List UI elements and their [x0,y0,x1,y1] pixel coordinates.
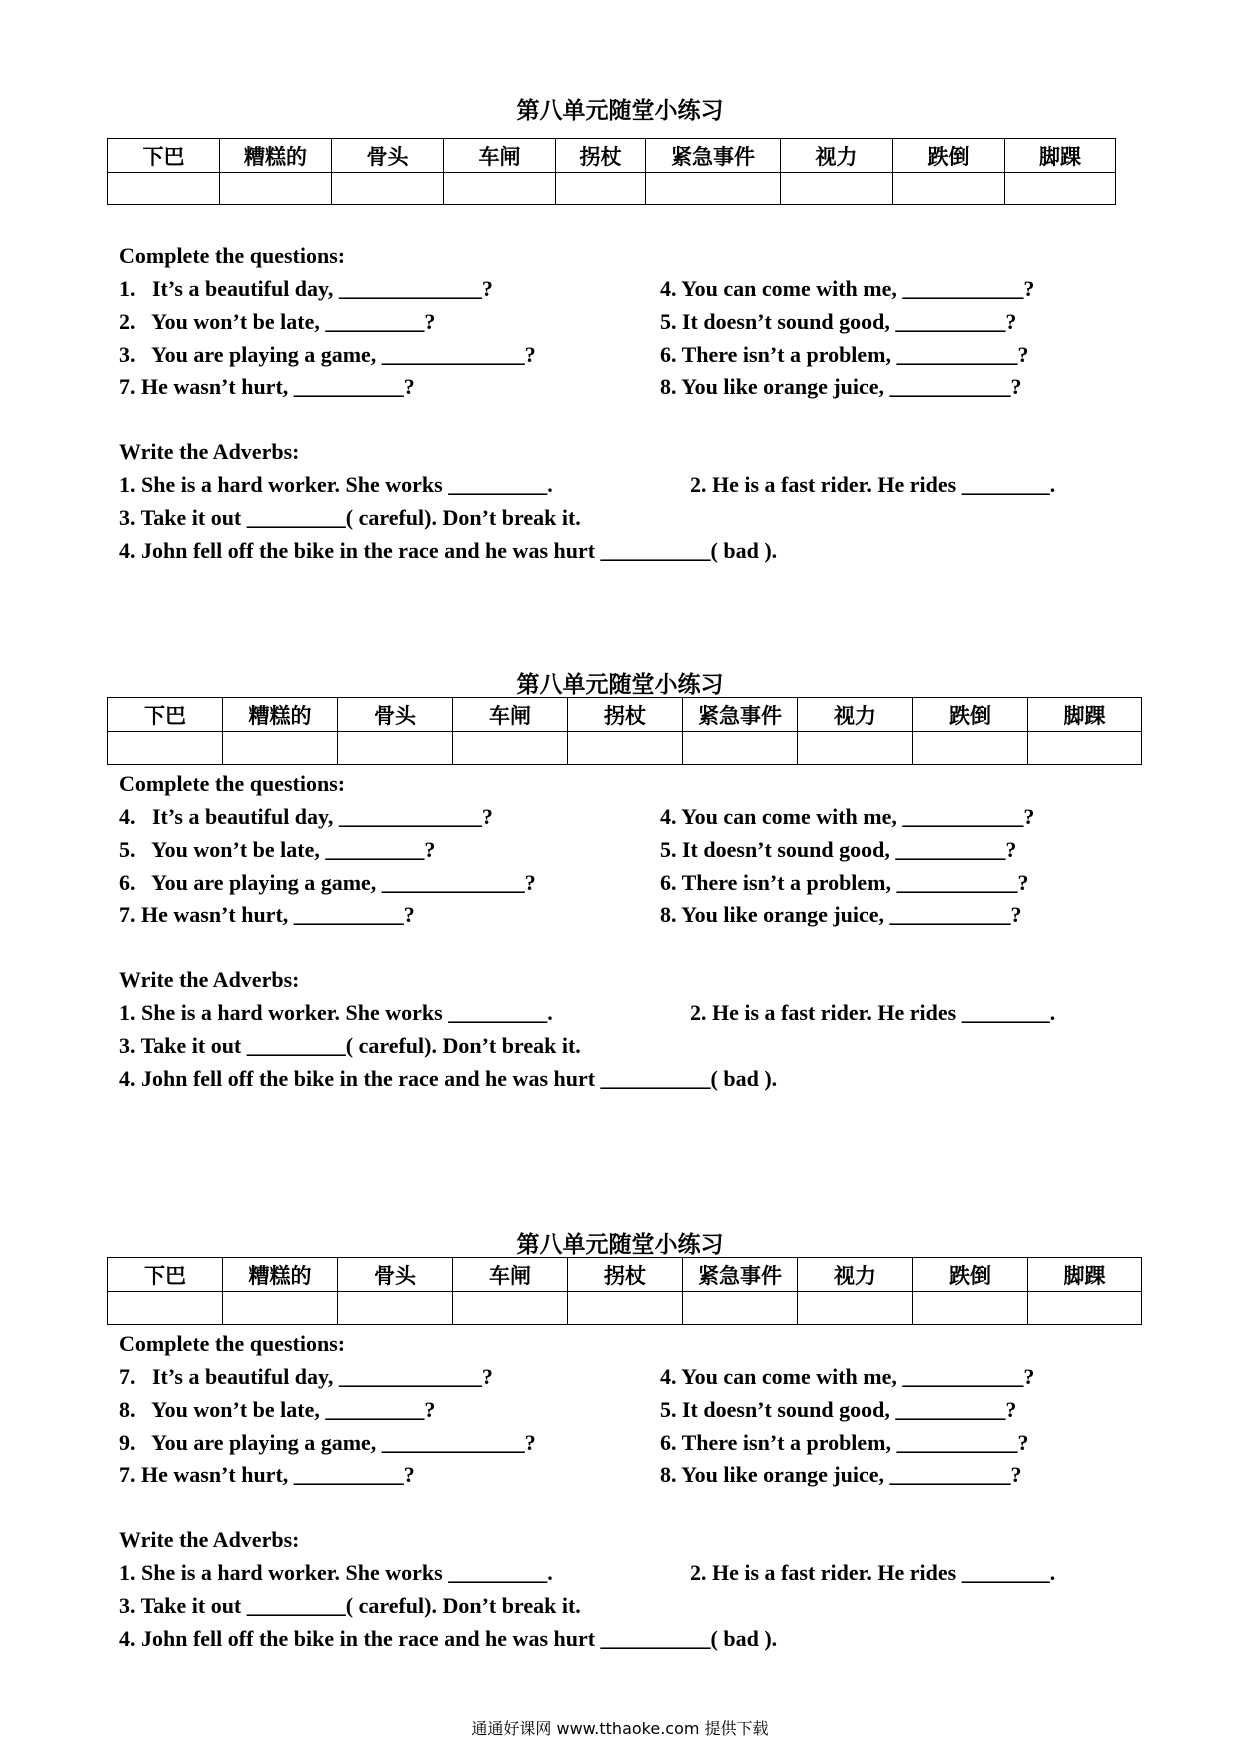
vocab-header: 拐杖 [568,698,683,732]
answer-cell[interactable] [338,1292,453,1325]
answer-cell[interactable] [798,732,913,765]
adverb-item: 1. She is a hard worker. She works _________. [119,1000,553,1025]
vocab-header: 紧急事件 [683,698,798,732]
question-item: 6. You are playing a game, _____________? [119,870,536,895]
vocab-header: 拐杖 [556,139,646,173]
answer-cell[interactable] [108,1292,223,1325]
question-item: 5. You won’t be late, _________? [119,837,436,862]
vocab-header: 车闸 [453,698,568,732]
vocab-header: 紧急事件 [646,139,781,173]
vocab-header: 糟糕的 [220,139,332,173]
vocab-header: 车闸 [453,1258,568,1292]
section-title: 第八单元随堂小练习 [516,1232,724,1257]
vocab-header: 视力 [781,139,893,173]
adverb-item: 3. Take it out _________( careful). Don’t break it. [119,1033,581,1058]
section-title: 第八单元随堂小练习 [516,672,724,697]
answer-cell[interactable] [223,732,338,765]
vocab-header: 骨头 [338,1258,453,1292]
footer-text: 通通好课网 www.tthaoke.com 提供下载 [471,1719,769,1738]
complete-heading: Complete the questions: [119,771,346,796]
adverb-item: 2. He is a fast rider. He rides ________. [690,1000,1056,1025]
question-item: 4. You can come with me, ___________? [660,1364,1035,1389]
question-item: 8. You like orange juice, ___________? [660,902,1022,927]
vocab-header: 视力 [798,1258,913,1292]
adverbs-heading: Write the Adverbs: [119,967,300,992]
vocab-header: 糟糕的 [223,1258,338,1292]
vocab-header: 车闸 [444,139,556,173]
question-item: 8. You like orange juice, ___________? [660,374,1022,399]
answer-cell[interactable] [1028,732,1142,765]
answer-cell[interactable] [913,732,1028,765]
vocab-table [107,697,1142,765]
adverb-item: 4. John fell off the bike in the race and he was hurt __________( bad ). [119,1626,778,1651]
adverb-item: 4. John fell off the bike in the race and he was hurt __________( bad ). [119,538,778,563]
question-item: 7. He wasn’t hurt, __________? [119,1462,415,1487]
answer-cell[interactable] [568,732,683,765]
answer-cell[interactable] [332,173,444,205]
complete-heading: Complete the questions: [119,243,346,268]
answer-cell[interactable] [453,732,568,765]
question-item: 4. It’s a beautiful day, _____________? [119,804,493,829]
answer-cell[interactable] [453,1292,568,1325]
vocab-header: 跌倒 [913,1258,1028,1292]
answer-cell[interactable] [646,173,781,205]
vocab-header: 下巴 [108,139,220,173]
vocab-header: 脚踝 [1028,698,1142,732]
vocab-header: 骨头 [332,139,444,173]
adverb-item: 2. He is a fast rider. He rides ________. [690,472,1056,497]
adverb-item: 3. Take it out _________( careful). Don’t break it. [119,505,581,530]
answer-cell[interactable] [108,173,220,205]
vocab-header: 跌倒 [893,139,1005,173]
vocab-header: 拐杖 [568,1258,683,1292]
answer-cell[interactable] [683,1292,798,1325]
adverb-item: 3. Take it out _________( careful). Don’t break it. [119,1593,581,1618]
vocab-header: 跌倒 [913,698,1028,732]
adverb-item: 4. John fell off the bike in the race and he was hurt __________( bad ). [119,1066,778,1091]
answer-cell[interactable] [781,173,893,205]
vocab-header: 下巴 [108,1258,223,1292]
answer-cell[interactable] [556,173,646,205]
vocab-header: 脚踝 [1028,1258,1142,1292]
question-item: 2. You won’t be late, _________? [119,309,436,334]
question-item: 9. You are playing a game, _____________? [119,1430,536,1455]
question-item: 4. You can come with me, ___________? [660,276,1035,301]
vocab-header: 脚踝 [1005,139,1116,173]
adverbs-heading: Write the Adverbs: [119,1527,300,1552]
adverbs-heading: Write the Adverbs: [119,439,300,464]
answer-cell[interactable] [220,173,332,205]
vocab-table [107,138,1116,205]
answer-cell[interactable] [913,1292,1028,1325]
complete-heading: Complete the questions: [119,1331,346,1356]
question-item: 4. You can come with me, ___________? [660,804,1035,829]
vocab-header: 视力 [798,698,913,732]
adverb-item: 1. She is a hard worker. She works _________. [119,472,553,497]
question-item: 5. It doesn’t sound good, __________? [660,1397,1017,1422]
answer-cell[interactable] [893,173,1005,205]
adverb-item: 2. He is a fast rider. He rides ________. [690,1560,1056,1585]
question-item: 1. It’s a beautiful day, _____________? [119,276,493,301]
answer-cell[interactable] [444,173,556,205]
answer-cell[interactable] [568,1292,683,1325]
question-item: 8. You like orange juice, ___________? [660,1462,1022,1487]
section-title: 第八单元随堂小练习 [516,98,724,123]
answer-cell[interactable] [108,732,223,765]
vocab-header: 紧急事件 [683,1258,798,1292]
question-item: 6. There isn’t a problem, ___________? [660,342,1029,367]
answer-cell[interactable] [338,732,453,765]
question-item: 7. He wasn’t hurt, __________? [119,374,415,399]
question-item: 7. He wasn’t hurt, __________? [119,902,415,927]
answer-cell[interactable] [798,1292,913,1325]
vocab-table [107,1257,1142,1325]
question-item: 5. It doesn’t sound good, __________? [660,837,1017,862]
vocab-header: 糟糕的 [223,698,338,732]
vocab-header: 下巴 [108,698,223,732]
answer-cell[interactable] [1028,1292,1142,1325]
answer-cell[interactable] [683,732,798,765]
question-item: 5. It doesn’t sound good, __________? [660,309,1017,334]
adverb-item: 1. She is a hard worker. She works _________. [119,1560,553,1585]
answer-cell[interactable] [1005,173,1116,205]
question-item: 7. It’s a beautiful day, _____________? [119,1364,493,1389]
question-item: 6. There isn’t a problem, ___________? [660,1430,1029,1455]
vocab-header: 骨头 [338,698,453,732]
question-item: 8. You won’t be late, _________? [119,1397,436,1422]
answer-cell[interactable] [223,1292,338,1325]
question-item: 3. You are playing a game, _____________? [119,342,536,367]
question-item: 6. There isn’t a problem, ___________? [660,870,1029,895]
